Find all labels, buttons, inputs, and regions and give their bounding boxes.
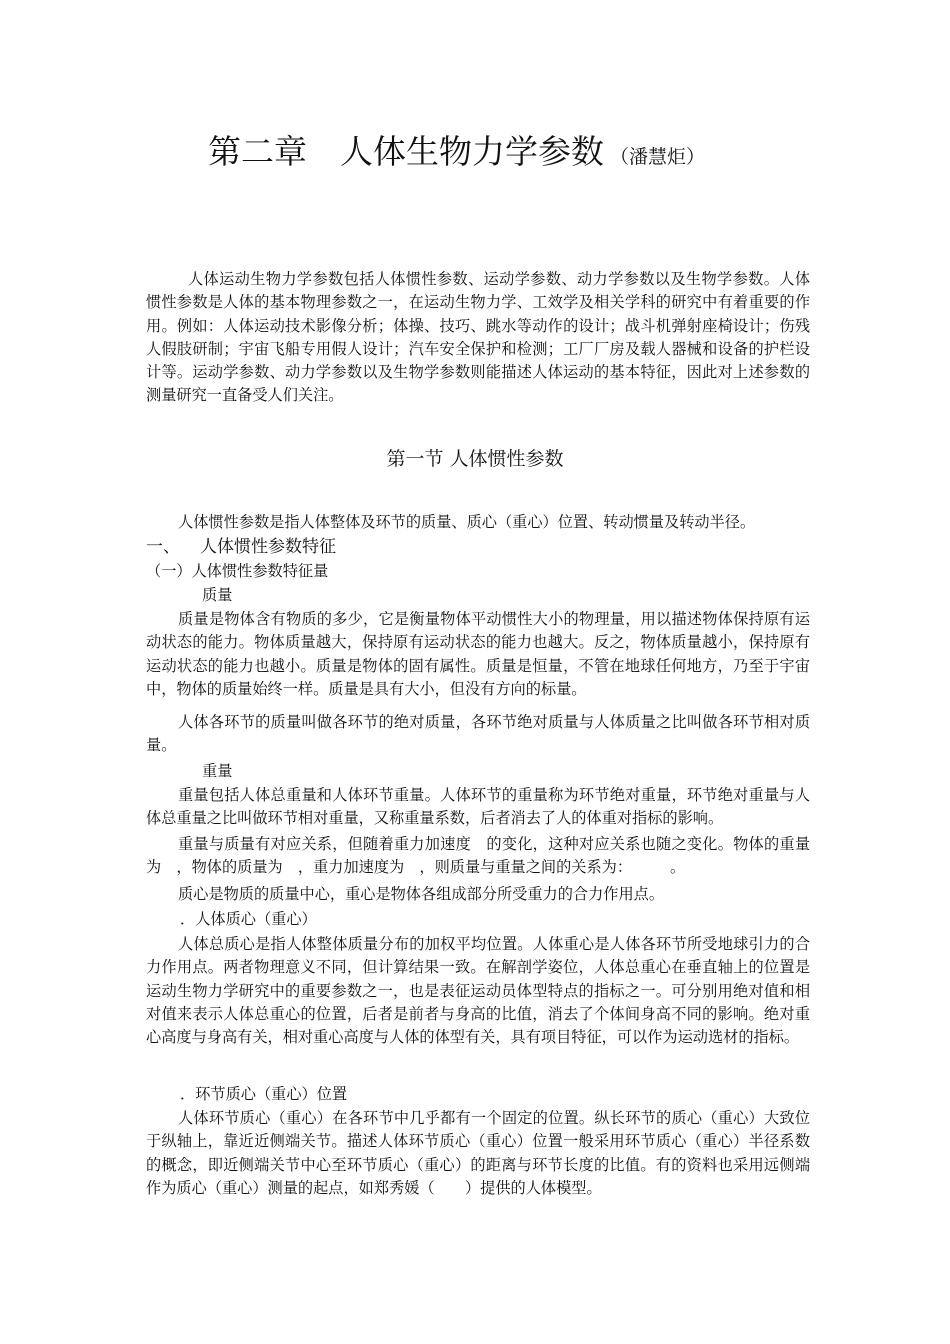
chapter-title (208, 130, 705, 179)
body-com-label: ．人体质心（重心） (180, 910, 317, 928)
definition-paragraph: 人体惯性参数是指人体整体及环节的质量、质心（重心）位置、转动惯量及转动半径。 (178, 513, 756, 531)
mass-label: 质量 (202, 586, 233, 604)
segment-com-paragraph: 人体环节质心（重心）在各环节中几乎都有一个固定的位置。纵长环节的质心（重心）大致位于纵轴上，靠近近侧端关节。描述人体环节质心（重心）位置一般采用环节质心（重心）半径系数的概念，即近侧端关节中心至环节质心（重心）的距离与环节长度的比值。有的资料也采用远侧端作为质心（重心）测量的起点，如郑秀媛（ ）提供的人体模型。 (146, 1109, 810, 1197)
mass-paragraph-1: 质量是物体含有物质的多少，它是衡量物体平动惯性大小的物理量，用以描述物体保持原有运动状态的能力。物体质量越大，保持原有运动状态的能力也越大。反之，物体质量越小，保持原有运动状态的能力也越小。质量是物体的固有属性。质量是恒量，不管在地球任何地方，乃至于宇宙中，物体的质量始终一样。质量是具有大小，但没有方向的标量。 (146, 610, 810, 698)
weight-paragraph-1: 重量包括人体总重量和人体环节重量。人体环节的重量称为环节绝对重量，环节绝对重量与人体总重量之比叫做环节相对重量，又称重量系数，后者消去了人的体重对指标的影响。 (146, 786, 810, 828)
section-title: 第一节 人体惯性参数 (386, 448, 564, 470)
chapter-title-text: 第二章 人体生物力学参数 (208, 132, 604, 171)
intro-paragraph: 人体运动生物力学参数包括人体惯性参数、运动学参数、动力学参数以及生物学参数。人体惯性参数是人体的基本物理参数之一，在运动生物力学、工效学及相关学科的研究中有着重要的作用。例如：人体运动技术影像分析；体操、技巧、跳水等动作的设计；战斗机弹射座椅设计；伤残人假肢研制；宇宙飞船专用假人设计；汽车安全保护和检测；工厂厂房及载人器械和设备的护栏设计等。运动学参数、动力学参数以及生物学参数则能描述人体运动的基本特征，因此对上述参数的测量研究一直备受人们关注。 (146, 270, 810, 405)
heading-level2: （一）人体惯性参数特征量 (146, 562, 329, 580)
body-com-paragraph: 人体总质心是指人体整体质量分布的加权平均位置。人体重心是人体各环节所受地球引力的合力作用点。两者物理意义不同，但计算结果一致。在解剖学姿位，人体总重心在垂直轴上的位置是运动生物力学研究中的重要参数之一，也是表征运动员体型特点的指标之一。可分别用绝对值和相对值来表示人体总重心的位置，后者是前者与身高的比值，消去了个体间身高不同的影响。绝对重心高度与身高有关，相对重心高度与人体的体型有关，具有项目特征，可以作为运动选材的指标。 (146, 935, 810, 1047)
weight-label: 重量 (202, 762, 233, 780)
heading-level1-number: 一、 (146, 537, 180, 557)
chapter-author: （潘慧炬） (610, 146, 706, 168)
mass-paragraph-2: 人体各环节的质量叫做各环节的绝对质量，各环节绝对质量与人体质量之比叫做各环节相对质量。 (146, 713, 810, 755)
heading-level1-text: 人体惯性参数特征 (200, 537, 336, 557)
weight-paragraph-2: 重量与质量有对应关系，但随着重力加速度 的变化，这种对应关系也随之变化。物体的重量为 ，物体的质量为 ，重力加速度为 ，则质量与重量之间的关系为： 。 (146, 835, 810, 877)
heading-level1 (146, 535, 336, 559)
segment-com-label: ．环节质心（重心）位置 (180, 1085, 348, 1103)
center-of-mass-definition: 质心是物质的质量中心，重心是物体各组成部分所受重力的合力作用点。 (178, 885, 664, 903)
